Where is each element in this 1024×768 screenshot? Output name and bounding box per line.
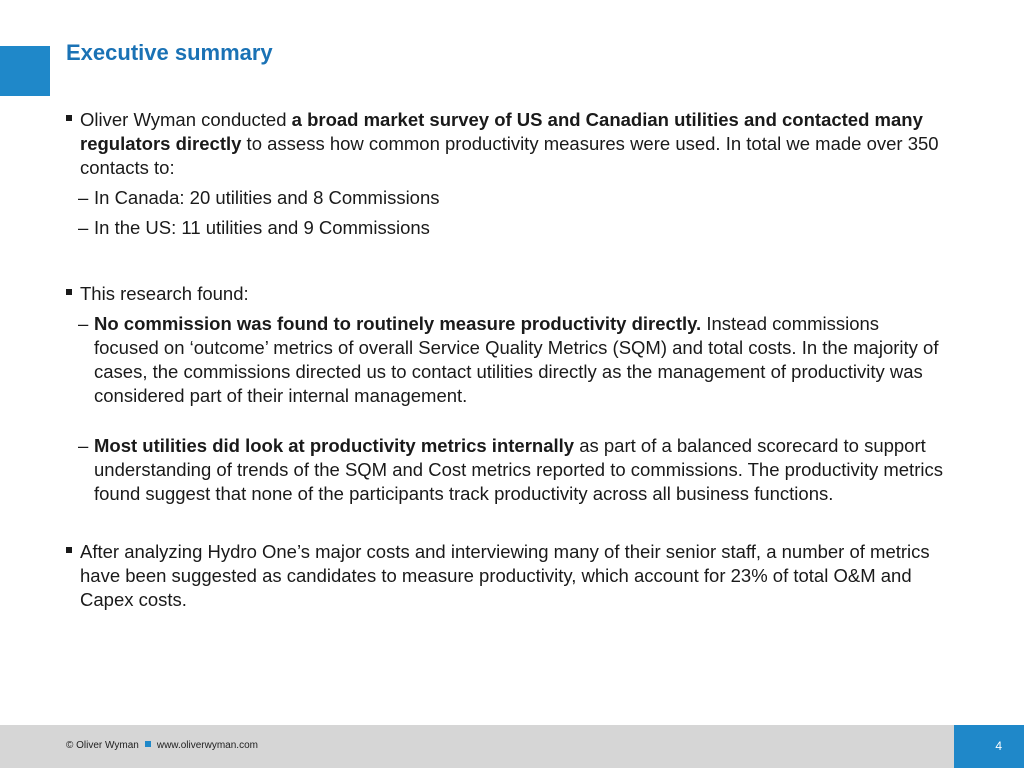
page-title: Executive summary (66, 40, 273, 65)
dash-icon: – (78, 187, 89, 208)
dash-icon: – (78, 313, 89, 334)
bullet-square-icon (66, 115, 72, 121)
footer-bar (0, 725, 954, 768)
bullet-research-found: This research found: (66, 282, 946, 306)
square-separator-icon (145, 741, 151, 747)
sub-bullet-canada: – In Canada: 20 utilities and 8 Commissions (78, 187, 440, 208)
dash-icon: – (78, 435, 89, 456)
bullet-square-icon (66, 289, 72, 295)
bullet-survey: Oliver Wyman conducted a broad market survey of US and Canadian utilities and contacted many regulators directly to assess how common productivity measures were used. In total we made over 350 contacts to: (66, 108, 946, 180)
sub-bullet-no-commission: – No commission was found to routinely measure productivity directly. Instead commissions focused on ‘outcome’ metrics of overall Service Quality Metrics (SQM) and total costs. In the majority of cases, the commissions directed us to contact utilities directly as the management of productivity was considered part of their internal management. (78, 313, 939, 406)
bullet-hydro-one: After analyzing Hydro One’s major costs and interviewing many of their senior staff, a number of metrics have been suggested as candidates to measure productivity, which account for 23% of total O&M and Capex costs. (66, 540, 946, 612)
copyright-text: © Oliver Wyman (66, 740, 139, 751)
slide-content (66, 108, 946, 612)
page-number-box (954, 725, 1024, 768)
page-number: 4 (995, 739, 1002, 753)
accent-block (0, 46, 50, 96)
dash-icon: – (78, 217, 89, 238)
footer-text (66, 740, 258, 751)
bullet-square-icon (66, 547, 72, 553)
website-link[interactable]: www.oliverwyman.com (156, 740, 258, 751)
sub-bullet-us: – In the US: 11 utilities and 9 Commissions (78, 217, 430, 238)
sub-bullet-most-utilities: – Most utilities did look at productivity metrics internally as part of a balanced scorecard to support understanding of trends of the SQM and Cost metrics reported to commissions. The productivity metrics found suggest that none of the participants track productivity across all business functions. (78, 435, 943, 504)
